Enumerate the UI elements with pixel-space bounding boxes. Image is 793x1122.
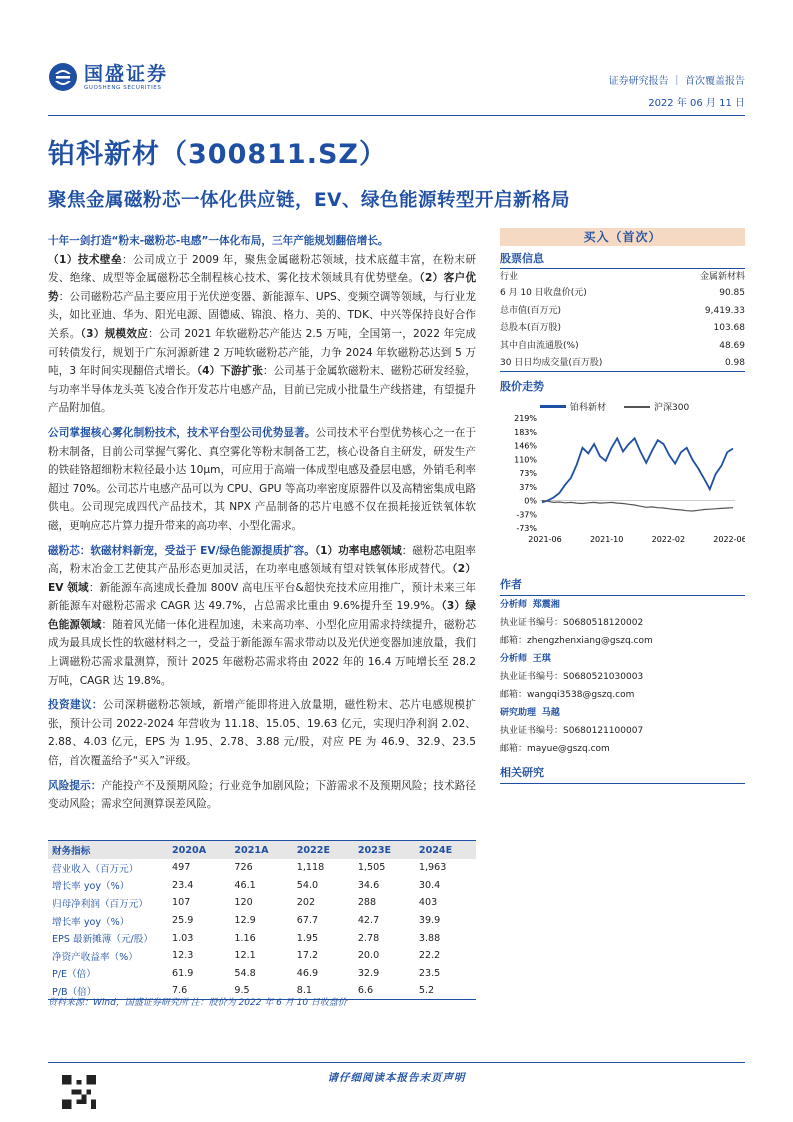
- fin-cell: 6.6: [354, 982, 415, 1000]
- y-tick-label: -73%: [516, 524, 537, 534]
- sidebar: [500, 228, 745, 784]
- fin-cell: 12.3: [172, 950, 194, 962]
- fin-cell: 288: [357, 897, 377, 909]
- table-row: [48, 859, 476, 877]
- stock-info-value: 103.68: [713, 323, 745, 334]
- footer-notice: 请仔细阅读本报告末页声明: [327, 1072, 466, 1084]
- table-row: [48, 947, 476, 965]
- fin-cell: 1.16: [234, 932, 256, 944]
- report-date: 2022 年 06 月 11 日: [648, 98, 745, 109]
- chart-legend: [540, 400, 689, 413]
- fin-row-label: P/E（倍）: [52, 969, 96, 981]
- fin-row-label: 营业收入（百万元）: [52, 863, 139, 875]
- x-tick-label: 2022-02: [651, 535, 686, 545]
- author-cert: S0680521030003: [563, 672, 644, 683]
- financial-table-header: [48, 841, 476, 860]
- fin-cell: 46.1: [234, 879, 256, 891]
- fin-cell: 9.5: [230, 982, 292, 1000]
- fin-row-label: 净资产收益率（%）: [52, 951, 138, 963]
- x-tick-label: 2022-06: [713, 535, 745, 545]
- paragraph-layout: [48, 232, 476, 418]
- fin-cell: 61.9: [172, 967, 194, 979]
- fin-cell: 1.95: [296, 932, 319, 944]
- fin-cell: 39.9: [418, 915, 441, 927]
- fin-cell: 1,963: [418, 862, 447, 874]
- fin-cell: 34.6: [357, 879, 380, 891]
- p1-c-label: （3）规模效应: [80, 327, 149, 340]
- author-role: 分析师: [500, 600, 528, 611]
- stock-info-value: 9,419.33: [704, 305, 745, 316]
- fin-cell: 20.0: [357, 950, 380, 962]
- author-name: 王琪: [532, 654, 551, 665]
- y-tick-label: 37%: [519, 483, 537, 493]
- trend-title: 股价走势: [500, 380, 544, 394]
- y-tick-label: 110%: [514, 455, 537, 465]
- fin-cell: 8.1: [293, 982, 354, 1000]
- report-headline: 聚焦金属磁粉芯一体化供应链，EV、绿色能源转型开启新格局: [48, 190, 570, 211]
- p3-title: 磁粉芯：软磁材料新宠，受益于 EV/绿色能源提质扩容。: [48, 544, 315, 557]
- stock-chart: [500, 400, 745, 550]
- author-name: 马越: [541, 708, 560, 719]
- p5-title: 风险提示：: [48, 779, 102, 792]
- mail-label: 邮箱：: [500, 690, 528, 701]
- stock-info-key: 总市值(百万元): [500, 305, 562, 316]
- stock-info-row: [500, 320, 745, 337]
- stock-info-value: 48.69: [719, 340, 745, 351]
- fin-cell: 54.8: [234, 967, 256, 979]
- cert-label: 执业证书编号：: [500, 726, 564, 737]
- mail-label: 邮箱：: [500, 744, 528, 755]
- fin-cell: 54.0: [296, 879, 319, 891]
- p2-text: 公司技术平台型优势核心之一在于粉末制备，目前公司掌握气雾化、真空雾化等粉末制备工艺，核心设备自主研发，研发生产的铁硅铬超细粉末粒径最小达 10μm，可应用于高端一体成型电感及叠层电感，外销毛利率超过 70%。公司芯片电感产品可以为 CPU、GPU 等高功率密度原器件以及高精密集成电路供电。公司现完成四代产品技术，其 NPX 产品制备的芯片电感不仅在损耗接近铁氧体软磁，更响应芯片算力提升带来的高功率、小型化需求。: [48, 426, 477, 532]
- p2-title: 公司掌握核心雾化制粉技术，技术平台型公司优势显著。: [48, 426, 316, 439]
- stock-info-row: [500, 268, 745, 285]
- y-tick-label: -37%: [516, 510, 537, 520]
- p3-b-text: ：新能源车高速成长叠加 800V 高电压平台&超快充技术应用推广，预计未来三年新能源车对磁粉芯需求 CAGR 达 49.7%，占总需求比重由 9.6%提升至 19.9%。: [48, 581, 477, 613]
- table-source-note: 资料来源：Wind，国盛证券研究所 注：股价为 2022 年 6 月 10 日收盘价: [48, 998, 347, 1008]
- paragraph-risk: [48, 777, 476, 814]
- brand-logo: [48, 62, 168, 92]
- fin-row-label: 归母净利润（百万元）: [52, 898, 148, 910]
- fin-header-cell: 2022E: [293, 841, 354, 860]
- p3-b-label: （2）EV 领域: [48, 563, 476, 594]
- p1-a-text: ：公司成立于 2009 年，聚焦金属磁粉芯领域，技术底蕴丰富，在粉末研发、绝缘、成型等金属磁粉芯全制程核心技术、雾化技术领域具有优势壁垒。: [48, 253, 476, 285]
- fin-cell: 22.2: [418, 950, 441, 962]
- fin-header-cell: 财务指标: [48, 841, 168, 860]
- stock-chart-svg: [500, 400, 745, 550]
- p1-d-label: （4）下游扩张: [196, 365, 263, 378]
- fin-cell: 23.5: [418, 967, 441, 979]
- legend-label: 铂科新材: [570, 403, 607, 414]
- fin-cell: 12.1: [234, 950, 256, 962]
- guosheng-logo-icon: [48, 62, 78, 92]
- stock-info-row: [500, 285, 745, 302]
- y-tick-label: 73%: [519, 469, 537, 479]
- paragraph-tech: [48, 424, 476, 536]
- rating-badge: 买入（首次）: [500, 228, 745, 246]
- brand-name-cn: 国盛证券: [84, 63, 169, 85]
- author-email[interactable]: mayue@gszq.com: [527, 744, 610, 755]
- fin-row-label: P/B（倍）: [48, 982, 168, 1000]
- p5-text: 产能投产不及预期风险；行业竞争加剧风险；下游需求不及预期风险；技术路径变动风险；需求空间测算误差风险。: [48, 779, 476, 811]
- paragraph-market: [48, 542, 476, 691]
- fin-cell: 23.4: [172, 879, 194, 891]
- p1-a-label: （1）技术壁垒: [48, 253, 122, 266]
- mail-label: 邮箱：: [500, 636, 528, 647]
- stock-info-value: 90.85: [719, 288, 745, 299]
- p3-c-text: ：随着风光储一体化进程加速，未来高功率、小型化应用需求持续提升，磁粉芯成为最具成长性的软磁材料之一，受益于新能源车需求带动以及光伏逆变器加速放量，我们上调磁粉芯需求量测算，预计 2025 年磁粉芯需求将由 2022 年的 16.4 万吨增长至 28.2 万吨，CAGR 达 19.8%。: [48, 618, 476, 687]
- authors-title: 作者: [500, 576, 745, 596]
- fin-row-label: EPS 最新摊薄（元/股）: [52, 934, 153, 946]
- fin-header-cell: 2024E: [415, 841, 476, 860]
- stock-info-key: 总股本(百万股): [500, 323, 562, 334]
- fin-cell: 12.9: [234, 915, 256, 927]
- x-tick-label: 2021-10: [589, 535, 624, 545]
- fin-cell: 726: [234, 862, 253, 874]
- p3-a-text: ：磁粉芯电阻率高，粉末冶金工艺使其产品形态更加灵活，在功率电感领域有望对铁氧体形成替代。: [48, 544, 476, 576]
- fin-cell: 30.4: [418, 879, 441, 891]
- p1-b-label: （2）客户优势: [48, 272, 477, 303]
- p1-title: 十年一剑打造“粉末-磁粉芯-电感”一体化布局，三年产能规划翻倍增长。: [48, 235, 389, 247]
- header-divider: [48, 115, 745, 116]
- fin-cell: 46.9: [296, 967, 319, 979]
- paragraph-investment: [48, 696, 476, 770]
- fin-header-cell: 2020A: [168, 841, 230, 860]
- table-row: [48, 965, 476, 983]
- fin-cell: 1.03: [172, 932, 194, 944]
- fin-cell: 42.7: [357, 915, 380, 927]
- stock-info-row: [500, 338, 745, 355]
- fin-cell: 17.2: [296, 950, 319, 962]
- stock-info-value: 0.98: [724, 357, 745, 368]
- fin-cell: 107: [172, 897, 191, 909]
- fin-cell: 67.7: [296, 915, 319, 927]
- fin-cell: 3.88: [418, 932, 441, 944]
- table-row: [48, 894, 476, 912]
- fin-row-label: 增长率 yoy（%）: [52, 881, 130, 893]
- author-role: 分析师: [500, 654, 528, 665]
- fin-cell: 497: [172, 862, 191, 874]
- cert-label: 执业证书编号：: [500, 672, 564, 683]
- report-type: 证券研究报告 ｜ 首次覆盖报告: [608, 76, 745, 87]
- brand-name-en: GUOSHENG SECURITIES: [84, 85, 162, 91]
- p3-a-label: （1）功率电感领域: [314, 544, 402, 557]
- p1-b-text: ：公司磁粉芯产品主要应用于光伏逆变器、新能源车、UPS、变频空调等领域，与行业龙头，如比亚迪、华为、阳光电源、固德威、锦浪、格力、美的、TDK、中兴等保持良好合作关系。: [48, 290, 476, 340]
- table-row: [48, 912, 476, 930]
- table-row: [48, 877, 476, 895]
- stock-info-value: 金属新材料: [699, 272, 745, 282]
- financial-table: [48, 840, 476, 1000]
- author-block: [500, 596, 745, 758]
- fin-cell: 403: [418, 897, 438, 909]
- table-row: [48, 929, 476, 947]
- fin-header-cell: 2023E: [354, 841, 415, 860]
- p1-c-text: ：公司 2021 年软磁粉芯产能达 2.5 万吨，全国第一，2022 年完成可转债发行，规划于广东河源新建 2 万吨软磁粉芯产能，力争 2024 年软磁粉芯达到 5 万吨，3 年时间实现翻倍式增长。: [48, 327, 476, 378]
- series-line-stock: [542, 439, 733, 503]
- author-role: 研究助理: [500, 708, 537, 719]
- fin-cell: 25.9: [172, 915, 194, 927]
- y-tick-label: 183%: [514, 428, 537, 438]
- legend-label: 沪深300: [654, 403, 690, 414]
- fin-row-label: 增长率 yoy（%）: [52, 916, 130, 928]
- fin-cell: 2.78: [357, 932, 380, 944]
- cert-label: 执业证书编号：: [500, 618, 564, 629]
- stock-info-row: [500, 355, 745, 372]
- footer-divider: [48, 1062, 745, 1063]
- p4-title: 投资建议：: [48, 699, 103, 712]
- author-cert: S0680121100007: [563, 726, 644, 737]
- author-email[interactable]: zhengzhenxiang@gszq.com: [527, 636, 653, 647]
- stock-info-key: 行业: [500, 272, 519, 282]
- company-title: 铂科新材（300811.SZ）: [48, 139, 387, 170]
- y-tick-label: 219%: [514, 414, 537, 424]
- stock-info-key: 6 月 10 日收盘价(元): [500, 288, 587, 299]
- y-tick-label: 146%: [514, 441, 537, 451]
- legend-swatch-stock: [540, 405, 566, 408]
- x-tick-label: 2021-06: [528, 535, 562, 545]
- fin-cell: 1,505: [357, 862, 386, 874]
- stock-info-row: [500, 303, 745, 320]
- legend-swatch-index: [624, 406, 650, 408]
- fin-cell: 7.6: [168, 982, 230, 1000]
- fin-header-cell: 2021A: [230, 841, 292, 860]
- fin-cell: 5.2: [415, 982, 476, 1000]
- fin-cell: 1,118: [296, 862, 325, 874]
- fin-cell: 32.9: [357, 967, 380, 979]
- author-email[interactable]: wangqi3538@gszq.com: [527, 690, 635, 701]
- stock-info-title: 股票信息: [500, 252, 544, 265]
- y-tick-label: 0%: [524, 496, 537, 506]
- p4-text: 公司深耕磁粉芯领域，新增产能即将进入放量期，磁性粉末、芯片电感规模扩张，预计公司 2022-2024 年营收为 11.18、15.05、19.63 亿元，实现归净利润 2.02、2.88、4.03 亿元，EPS 为 1.95、2.78、3.88 元/股，对应 PE 为 46.9、32.9、23.5 倍，首次覆盖给予“买入”评级。: [48, 699, 476, 768]
- stock-info-key: 30 日日均成交量(百万股): [500, 357, 603, 368]
- p3-c-label: （3）绿色能源领域: [48, 600, 476, 631]
- related-research-title: 相关研究: [500, 764, 745, 784]
- author-name: 郑震湘: [532, 600, 560, 611]
- author-cert: S0680518120002: [563, 618, 644, 629]
- series-line-index: [542, 501, 733, 512]
- fin-cell: 120: [234, 897, 253, 909]
- report-summary: [48, 232, 476, 820]
- p1-d-text: ：公司基于金属软磁粉末、磁粉芯研发经验，与功率半导体龙头英飞凌合作开发芯片电感产品，目前已完成小批量生产线搭建，有望提升产品附加值。: [48, 365, 477, 415]
- fin-cell: 202: [296, 897, 316, 909]
- stock-info-key: 其中自由流通股(%): [500, 340, 579, 351]
